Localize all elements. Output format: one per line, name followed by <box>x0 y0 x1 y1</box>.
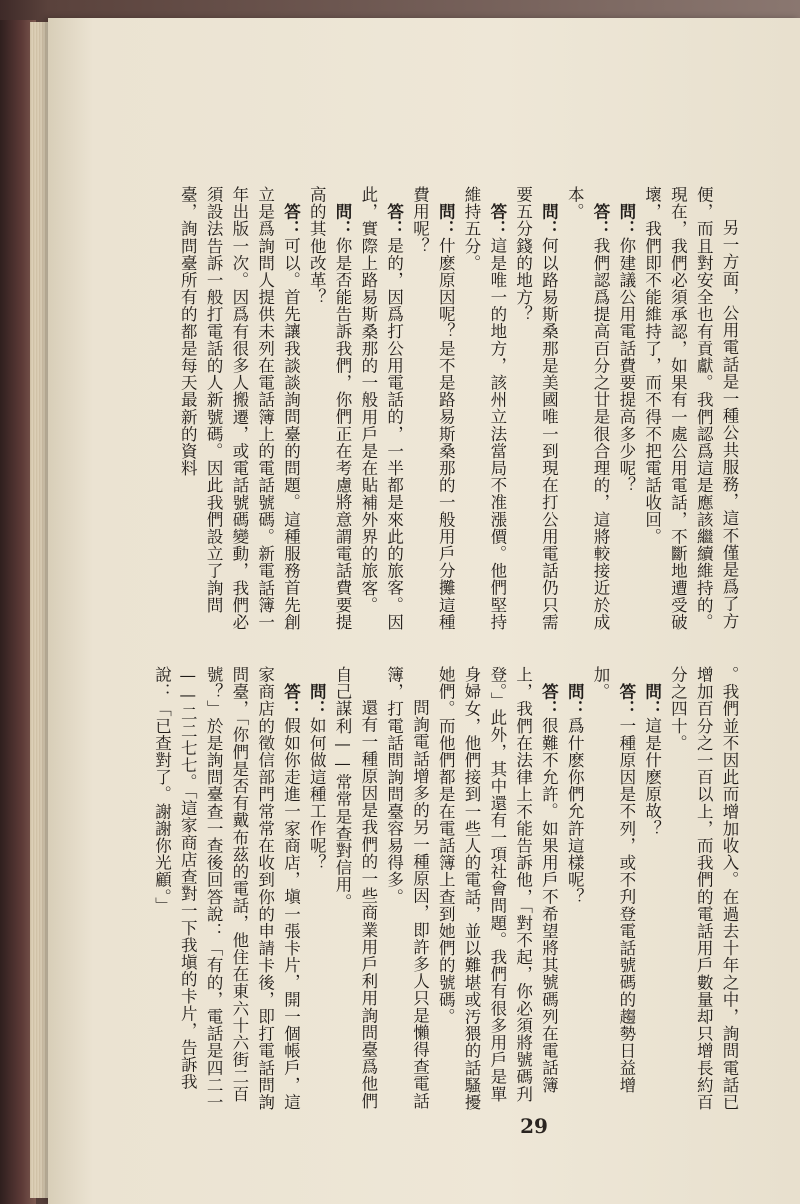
speaker-mark: 答： <box>539 682 559 717</box>
speaker-mark: 答： <box>281 682 301 717</box>
paragraph-text: 。我們並不因此而增加收入。在過去十年之中，詢問電話已增加百分之一百以上，而我們的電話用戶數量却只增長約百分之四十。 <box>668 666 739 1111</box>
qa-paragraph <box>303 186 355 634</box>
paragraph-text: 這是唯一的地方，該州立法當局不准漲價。他們堅持維持五分。 <box>462 186 507 631</box>
speaker-mark: 問： <box>565 682 585 717</box>
qa-paragraph <box>561 666 587 1114</box>
qa-paragraph <box>174 186 303 634</box>
speaker-mark: 答： <box>591 202 611 237</box>
qa-paragraph <box>587 666 639 1114</box>
speaker-mark: 答： <box>384 202 404 237</box>
paragraph-text: 一種原因是不列，或不刋登電話號碼的趨勢日益增加。 <box>591 666 636 1093</box>
paragraph <box>639 186 742 634</box>
paragraph <box>329 666 381 1114</box>
qa-paragraph <box>458 186 510 634</box>
lower-text-block <box>42 666 742 1114</box>
paragraph-text: 很難不允許。如果用戶不希望將其號碼列在電話簿上，我們在法律上不能告訴他，「對不起，你必須將號碼刋登。」此外，其中還有一項社會問題。我們有很多用戶是單身婦女，他們接到一些人的電話，並以難堪或汚猥的話騷擾她們。而他們都是在電話簿上查到她們的號碼。 <box>436 666 559 1111</box>
qa-paragraph <box>510 186 562 634</box>
qa-paragraph <box>407 186 459 634</box>
speaker-mark: 問： <box>539 202 559 237</box>
page-number: 29 <box>520 1114 548 1138</box>
qa-paragraph <box>432 666 561 1114</box>
paragraph-text: 還有一種原因是我們的一些商業用戶利用詢問臺爲他們自己謀利——常常是查對信用。 <box>333 666 378 1110</box>
paragraph-text: 如何做這種工作呢？ <box>307 716 327 871</box>
book-page <box>48 18 800 1204</box>
qa-paragraph <box>639 666 665 1114</box>
qa-paragraph <box>561 186 613 634</box>
qa-paragraph <box>355 186 407 634</box>
paragraph-text: 何以路易斯桑那是美國唯一到現在打公用電話仍只需要五分錢的地方？ <box>513 186 559 631</box>
paragraph-text: 你是否能告訴我們，你們正在考慮將意謂電話費要提高的其他改革？ <box>307 186 353 631</box>
paragraph <box>665 666 742 1114</box>
qa-paragraph <box>613 186 639 634</box>
speaker-mark: 問： <box>307 682 327 717</box>
paragraph-text: 可以。首先讓我談談詢問臺的問題。這種服務首先創立是爲詢問人提供未列在電話簿上的電話號碼。新電話簿一年出版一次。因爲有很多人搬遷，或電話號碼變動，我們必須設法告訴一般打電話的人新號碼。因此我們設立了詢問臺，詢問臺所有的都是每天最新的資料 <box>178 186 301 631</box>
speaker-mark: 問： <box>642 682 662 717</box>
qa-paragraph <box>149 666 304 1114</box>
paragraph-text: 這是什麽原故？ <box>642 716 662 837</box>
paragraph-text: 爲什麽你們允許這樣呢？ <box>565 716 585 905</box>
upper-text-block <box>42 186 742 634</box>
paragraph-text: 我們認爲提高百分之廿是很合理的，這將較接近於成本。 <box>565 186 611 631</box>
paragraph <box>381 666 433 1114</box>
paragraph-text: 另一方面，公用電話是一種公共服務，這不僅是爲了方便，而且對安全也有貢獻。我們認爲這是應該繼續維持的。現在，我們必須承認，如果有一處公用電話，不斷地遭受破壞，我們即不能維持了，而不得不把電話收回。 <box>642 186 739 631</box>
speaker-mark: 答： <box>487 202 507 237</box>
speaker-mark: 答： <box>616 682 636 717</box>
paragraph-text: 問詢電話增多的另一種原因，即許多人只是懶得查電話簿，打電話問詢問臺容易得多。 <box>384 666 430 1110</box>
paragraph-text: 什麽原因呢？是不是路易斯桑那的一般用戶分攤這種費用呢？ <box>410 186 456 631</box>
speaker-mark: 問： <box>616 202 636 237</box>
paragraph-text: 你建議公用電話費要提高多少呢？ <box>616 236 636 494</box>
paragraph-text: 是的，因爲打公用電話的，一半都是來此的旅客。因此，實際上路易斯桑那的一般用戶是在貼補外界的旅客。 <box>358 186 404 631</box>
speaker-mark: 問： <box>436 202 456 237</box>
speaker-mark: 答： <box>281 202 301 237</box>
qa-paragraph <box>303 666 329 1114</box>
speaker-mark: 問： <box>333 202 353 237</box>
paragraph-text: 假如你走進一家商店，塡一張卡片，開一個帳戶，這家商店的徵信部門常常在收到你的申請卡後，即打電話問詢問臺，「你們是否有戴布茲的電話，他住在東六十六街二百號？」於是詢問臺查一查後回答說：「有的，電話是四二一——二二七七。「這家商店查對一下我塡的卡片，告訴我說：「已查對了。謝謝你光顧。」 <box>152 666 301 1111</box>
